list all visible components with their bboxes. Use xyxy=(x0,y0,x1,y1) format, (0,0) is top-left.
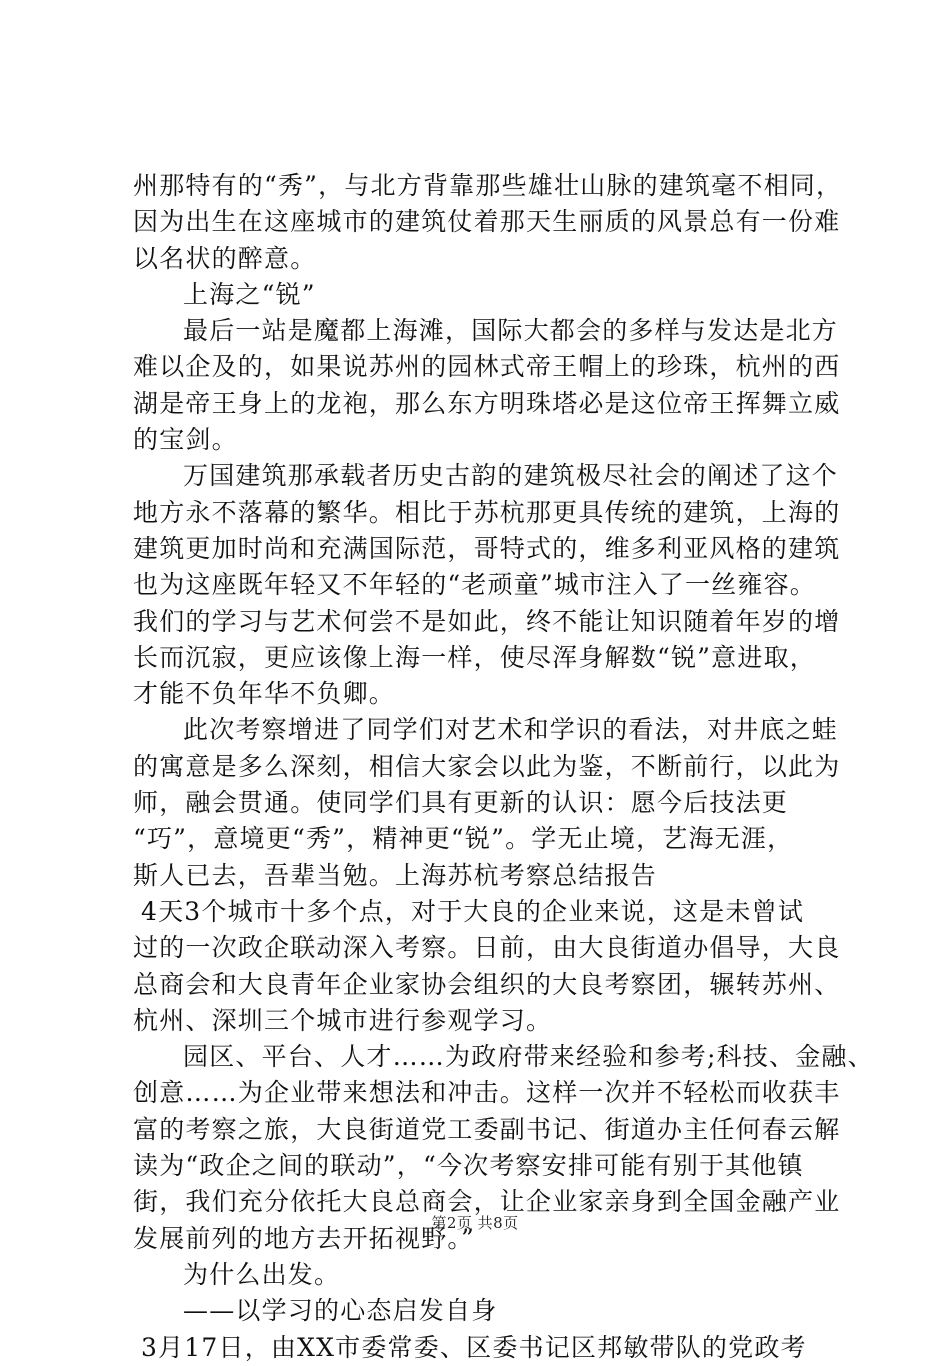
text-line: 4天3个城市十多个点，对于大良的企业来说，这是未曾试 xyxy=(141,896,805,926)
text-line: 3月17日，由XX市委常委、区委书记区邦敏带队的党政考 xyxy=(141,1332,807,1362)
text-line: “巧”，意境更“秀”，精神更“锐”。学无止境，艺海无涯， xyxy=(133,824,794,854)
text-line: 读为“政企之间的联动”，“今次考察安排可能有别于其他镇 xyxy=(133,1151,804,1181)
text-line: 我们的学习与艺术何尝不是如此，终不能让知识随着年岁的增 xyxy=(133,606,841,636)
text-line: 湖是帝王身上的龙袍，那么东方明珠塔必是这位帝王挥舞立威 xyxy=(133,388,841,418)
text-line: 长而沉寂，更应该像上海一样，使尽浑身解数“锐”意进取， xyxy=(133,642,816,672)
text-line: 也为这座既年轻又不年轻的“老顽童”城市注入了一丝雍容。 xyxy=(133,570,816,600)
text-line: 斯人已去，吾辈当勉。上海苏杭考察总结报告 xyxy=(133,860,658,890)
text-line: 师，融会贯通。使同学们具有更新的认识：愿今后技法更 xyxy=(133,788,789,818)
text-line: 最后一站是魔都上海滩，国际大都会的多样与发达是北方 xyxy=(183,316,839,346)
document-body xyxy=(133,168,874,1366)
text-line: 的宝剑。 xyxy=(133,425,238,455)
text-line: 为什么出发。 xyxy=(183,1259,341,1289)
text-line: 上海之“锐” xyxy=(183,279,316,309)
text-line: 地方永不落幕的繁华。相比于苏杭那更具传统的建筑，上海的 xyxy=(133,497,841,527)
text-line: 因为出生在这座城市的建筑仗着那天生丽质的风景总有一份难 xyxy=(133,207,841,237)
text-line: 杭州、深圳三个城市进行参观学习。 xyxy=(133,1005,553,1035)
text-line: 过的一次政企联动深入考察。日前，由大良街道办倡导，大良 xyxy=(133,933,841,963)
text-line: 才能不负年华不负卿。 xyxy=(133,679,396,709)
text-line: 万国建筑那承载者历史古韵的建筑极尽社会的阐述了这个 xyxy=(183,461,839,491)
text-line: 的寓意是多么深刻，相信大家会以此为鉴，不断前行，以此为 xyxy=(133,751,841,781)
text-line: 发展前列的地方去开拓视野。” xyxy=(133,1223,476,1253)
text-line: 以名状的醉意。 xyxy=(133,243,317,273)
page-footer: 第2页 共8页 xyxy=(431,1214,519,1232)
text-line: 街，我们充分依托大良总商会，让企业家亲身到全国金融产业 xyxy=(133,1187,841,1217)
text-line: 创意……为企业带来想法和冲击。这样一次并不轻松而收获丰 xyxy=(133,1078,841,1108)
text-line: 州那特有的“秀”，与北方背靠那些雄壮山脉的建筑毫不相同， xyxy=(133,171,843,200)
text-line: 此次考察增进了同学们对艺术和学识的看法，对井底之蛙 xyxy=(183,715,839,745)
text-line: ——以学习的心态启发自身 xyxy=(183,1296,498,1326)
text-line: 园区、平台、人才……为政府带来经验和参考;科技、金融、 xyxy=(183,1042,874,1072)
text-line: 难以企及的，如果说苏州的园林式帝王帽上的珍珠，杭州的西 xyxy=(133,352,841,382)
text-line: 建筑更加时尚和充满国际范，哥特式的，维多利亚风格的建筑 xyxy=(133,533,841,563)
text-line: 富的考察之旅，大良街道党工委副书记、街道办主任何春云解 xyxy=(133,1114,841,1144)
text-line: 总商会和大良青年企业家协会组织的大良考察团，辗转苏州、 xyxy=(133,969,841,999)
